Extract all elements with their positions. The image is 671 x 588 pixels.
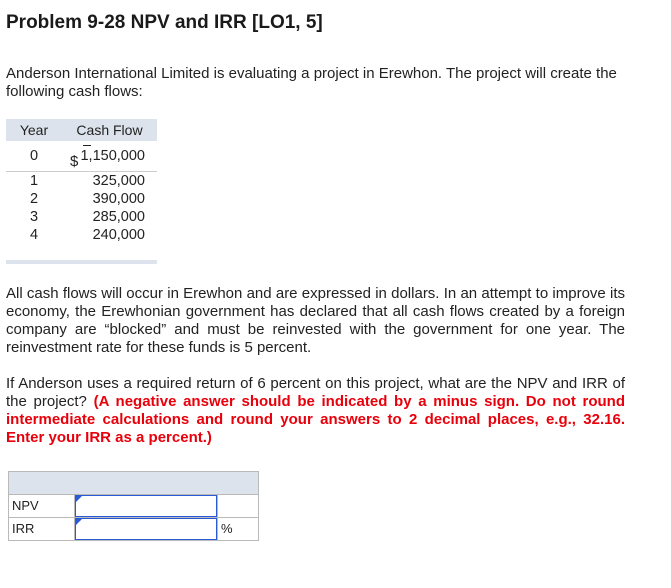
year-cell: 0 (29, 148, 39, 164)
cash-flow-table-header (6, 119, 157, 141)
irr-row (9, 518, 258, 540)
cash-flow-cell: 285,000 (92, 209, 145, 225)
npv-input-cell (75, 495, 218, 517)
irr-input-cell (75, 518, 218, 540)
intro-paragraph: Anderson International Limited is evaluating a project in Erewhon. The project will create the following cash flows: (6, 65, 617, 100)
question-text: If Anderson uses a required return of 6 percent on this project, what are the NPV and IRR of the project? (6, 375, 625, 410)
cash-flow-cell: 1,150,000 (80, 148, 145, 164)
page-title: Problem 9-28 NPV and IRR [LO1, 5] (6, 12, 323, 33)
year-header: Year (19, 122, 49, 138)
npv-input[interactable] (75, 495, 217, 517)
table-row (6, 172, 157, 190)
npv-label: NPV (9, 495, 75, 517)
input-corner-marker (76, 519, 82, 525)
year-cell: 2 (29, 191, 39, 207)
cash-flow-cell: 390,000 (92, 191, 145, 207)
answer-table-header (9, 472, 258, 495)
table-row (6, 226, 157, 244)
table-row (6, 208, 157, 226)
irr-input[interactable] (75, 518, 217, 540)
cash-flow-header: Cash Flow (76, 122, 143, 138)
table-row (6, 190, 157, 208)
table-row (6, 145, 157, 169)
answer-table (8, 471, 259, 541)
input-corner-marker (76, 496, 82, 502)
year-cell: 4 (29, 227, 39, 243)
year-cell: 3 (29, 209, 39, 225)
cash-flow-table (6, 119, 157, 264)
currency-symbol: $ (70, 153, 79, 170)
blocked-funds-paragraph: All cash flows will occur in Erewhon and are expressed in dollars. In an attempt to improve its economy, the Erewhonian government has declared that all cash flows created by a foreign company are “blocked” and must be reinvested with the government for one year. The reinvestment rate for these funds is 5 percent. (6, 285, 625, 356)
answer-instructions: (A negative answer should be indicated by a minus sign. Do not round intermediate calculations and round your answers to 2 decimal places, e.g., 32.16. Enter your IRR as a percent.) (6, 393, 625, 446)
percent-unit: % (221, 521, 233, 536)
cash-flow-cell: 240,000 (92, 227, 145, 243)
cash-flow-cell: 325,000 (92, 173, 145, 189)
irr-label: IRR (9, 518, 75, 540)
table-footer-bar (6, 260, 157, 264)
npv-unit-cell (218, 495, 258, 517)
year-cell: 1 (29, 173, 39, 189)
question-paragraph (6, 375, 625, 447)
npv-row (9, 495, 258, 518)
